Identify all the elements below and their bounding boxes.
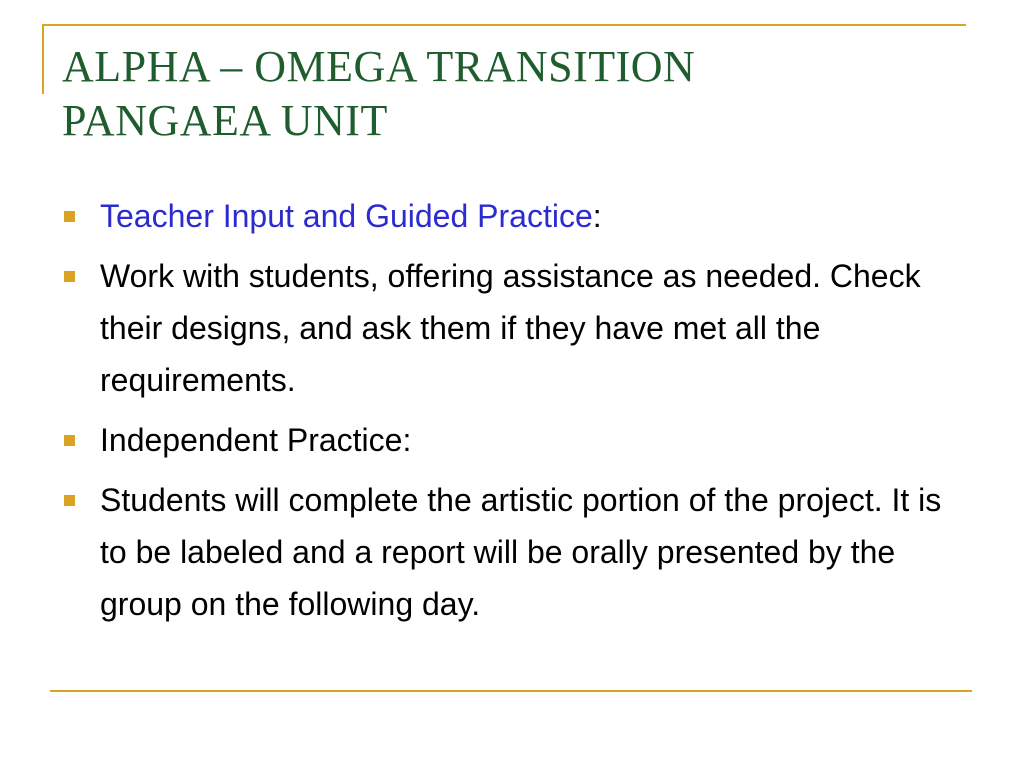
slide-title	[62, 40, 695, 148]
bullet-item-teacher-input	[64, 190, 954, 242]
slide-title-line-1: ALPHA – OMEGA TRANSITION	[62, 42, 696, 91]
left-rule	[42, 24, 44, 94]
bullet-text: Work with students, offering assistance as needed. Check their designs, and ask them if they have met all the requirements.	[100, 258, 921, 398]
bullet-item-work-with-students	[64, 250, 954, 406]
bullet-text: Students will complete the artistic portion of the project. It is to be labeled and a report will be orally presented by the group on the following day.	[100, 482, 942, 622]
square-bullet-icon	[64, 271, 75, 282]
square-bullet-icon	[64, 211, 75, 222]
square-bullet-icon	[64, 435, 75, 446]
bottom-rule	[50, 690, 972, 692]
top-rule	[42, 24, 966, 26]
bullet-text: Independent Practice:	[100, 422, 412, 458]
bullet-item-students-complete	[64, 474, 954, 630]
bullet-text: :	[592, 198, 602, 234]
bullet-highlight-text: Teacher Input and Guided Practice	[100, 198, 593, 234]
slide-title-line-2: PANGAEA UNIT	[62, 96, 388, 145]
bullet-item-independent-practice	[64, 414, 954, 466]
square-bullet-icon	[64, 495, 75, 506]
bullet-list	[64, 190, 954, 638]
